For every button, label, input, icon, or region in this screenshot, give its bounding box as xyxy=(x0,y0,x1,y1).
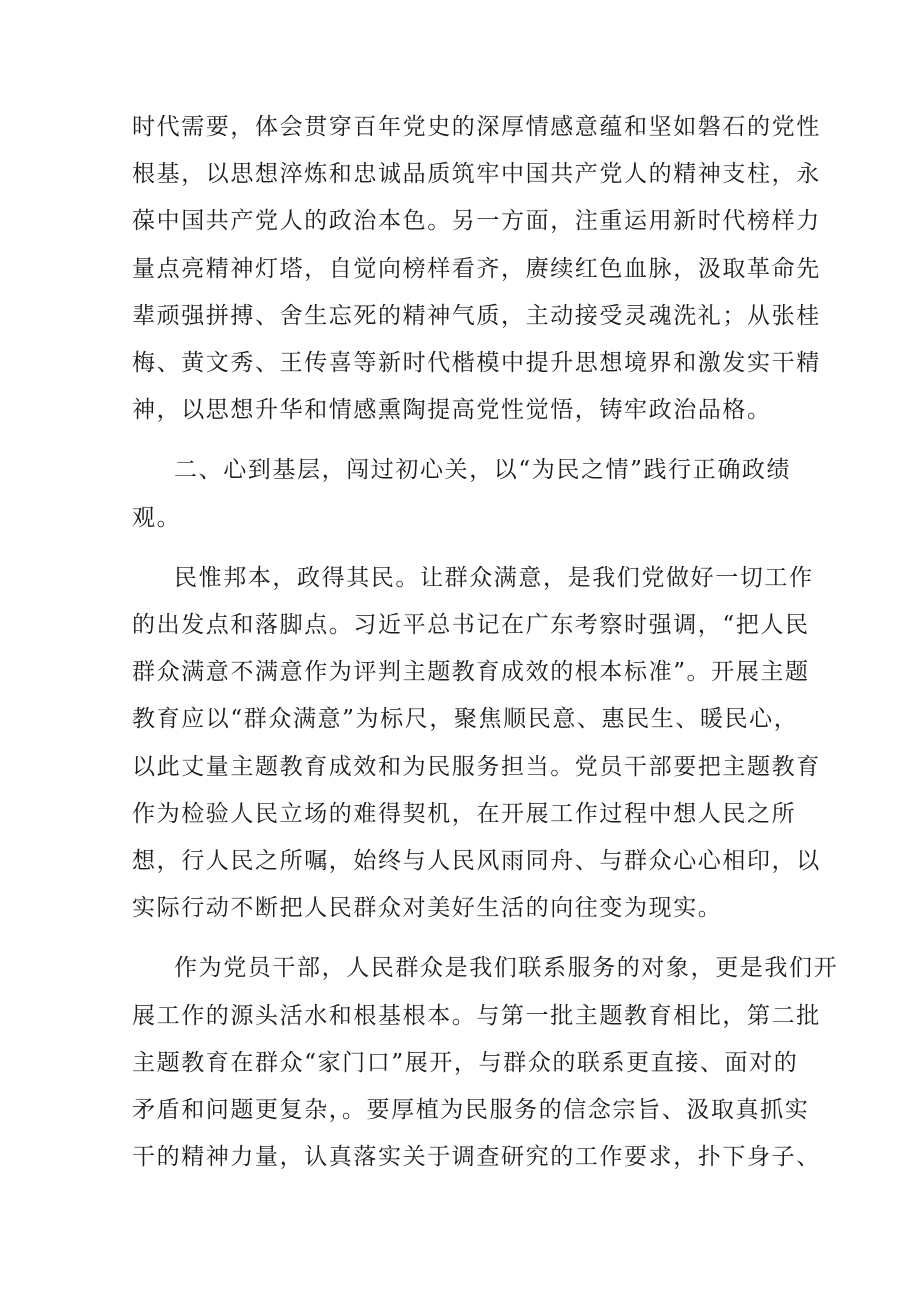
text-line: 作为检验人民立场的难得契机，在开展工作过程中想人民之所 xyxy=(132,800,797,827)
text-line: 梅、黄文秀、王传喜等新时代楷模中提升思想境界和激发实干精 xyxy=(132,350,821,377)
text-line: 展工作的源头活水和根基根本。与第一批主题教育相比，第二批 xyxy=(132,1002,821,1029)
text-line: 葆中国共产党人的政治本色。另一方面，注重运用新时代榜样力 xyxy=(132,208,821,235)
paragraph-spacer xyxy=(132,932,792,945)
text-line: 量点亮精神灯塔，自觉向榜样看齐，赓续红色血脉，汲取革命先 xyxy=(132,255,821,282)
text-line: 实际行动不断把人民群众对美好生活的向往变为现实。 xyxy=(132,895,723,922)
text-line: 以此丈量主题教育成效和为民服务担当。党员干部要把主题教育 xyxy=(132,753,821,780)
paragraph-spacer xyxy=(132,434,792,447)
document-body xyxy=(132,104,839,1181)
text-line: 民惟邦本，政得其民。让群众满意，是我们党做好一切工作 xyxy=(174,564,814,591)
text-line: 二、心到基层，闯过初心关，以“为民之情”践行正确政绩 xyxy=(174,457,792,484)
text-line: 群众满意不满意作为评判主题教育成效的根本标准”。开展主题 xyxy=(132,659,810,686)
text-line: 教育应以“群众满意”为标尺，聚焦顺民意、惠民生、暖民心， xyxy=(132,706,799,733)
text-line: 作为党员干部，人民群众是我们联系服务的对象，更是我们开 xyxy=(174,955,839,982)
text-line: 干的精神力量，认真落实关于调查研究的工作要求，扑下身子、 xyxy=(132,1144,821,1171)
paragraph-people-satisfaction xyxy=(132,555,821,933)
text-line: 根基，以思想淬炼和忠诚品质筑牢中国共产党人的精神支柱，永 xyxy=(132,161,821,188)
text-line: 神，以思想升华和情感熏陶提高党性觉悟，铸牢政治品格。 xyxy=(132,397,772,424)
text-line: 辈顽强拼搏、舍生忘死的精神气质，主动接受灵魂洗礼；从张桂 xyxy=(132,302,821,329)
paragraph-party-spirit xyxy=(132,104,821,434)
section-heading-two xyxy=(132,447,792,541)
paragraph-spacer xyxy=(132,542,792,555)
text-line: 时代需要，体会贯穿百年党史的深厚情感意蕴和坚如磐石的党性 xyxy=(132,114,821,140)
text-line: 想，行人民之所嘱，始终与人民风雨同舟、与群众心心相印，以 xyxy=(132,848,821,875)
text-line: 的出发点和落脚点。习近平总书记在广东考察时强调，“把人民 xyxy=(132,612,810,639)
text-line: 主题教育在群众“家门口”展开，与群众的联系更直接、面对的 xyxy=(132,1049,799,1076)
text-line: 矛盾和问题更复杂，。要厚植为民服务的信念宗旨、汲取真抓实 xyxy=(132,1097,810,1124)
paragraph-cadre-service xyxy=(132,945,839,1181)
text-line: 观。 xyxy=(132,504,182,531)
